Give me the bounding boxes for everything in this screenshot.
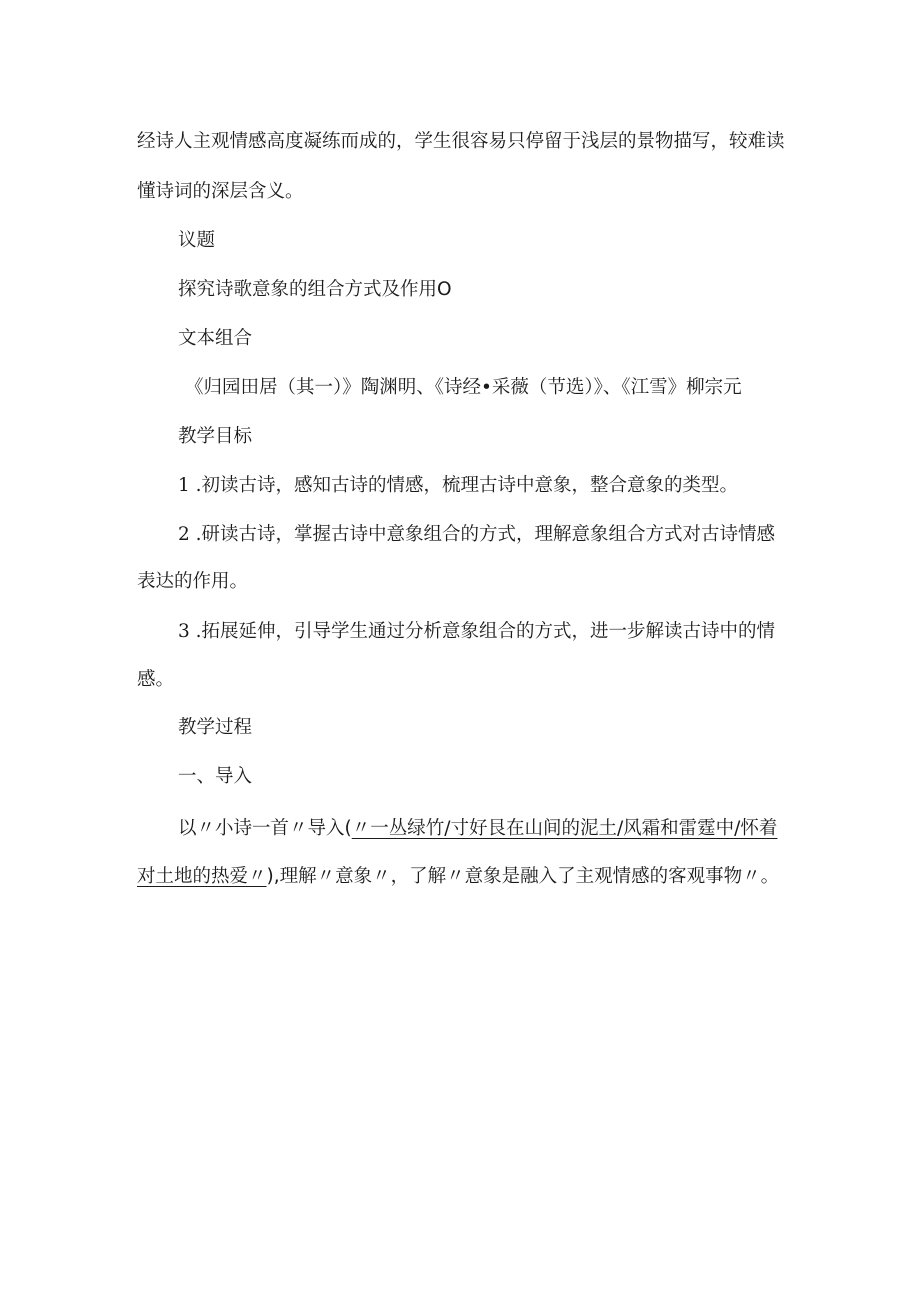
intro-text: ),理解〃意象〃，了解〃意象是融入了主观情感的客观事物〃。 [266,866,780,887]
paragraph-line: 懂诗词的深层含义。 [137,181,304,202]
goal-item-3-line1: 3 .拓展延伸，引导学生通过分析意象组合的方式，进一步解读古诗中的情 [178,621,776,642]
paragraph-line: 经诗人主观情感高度凝练而成的，学生很容易只停留于浅层的景物描写，较难读 [137,131,785,152]
texts-list: 《归园田居（其一）》陶渊明、《诗经•采薇（节选）》、《江雪》柳宗元 [185,377,742,398]
poem-quote: 〃一丛绿竹/寸好艮在山间的泥土/风霜和雷霆中/怀着 [351,818,778,839]
poem-quote-end: 对土地的热爱〃 [137,866,267,887]
goal-item-2-line1: 2 .研读古诗，掌握古诗中意象组合的方式，理解意象组合方式对古诗情感 [178,524,776,545]
topic-text: 探究诗歌意象的组合方式及作用O [178,279,452,300]
section-heading-topic: 议题 [178,230,216,251]
intro-paragraph-line1 [178,817,777,841]
goal-item-2-line2: 表达的作用。 [137,571,249,592]
subsection-heading-intro: 一、导入 [178,766,253,787]
intro-text: 以〃小诗一首〃导入( [178,818,352,839]
section-heading-goals: 教学目标 [178,426,253,447]
section-heading-process: 教学过程 [178,717,253,738]
goal-item-1: 1 .初读古诗，感知古诗的情感，梳理古诗中意象，整合意象的类型。 [178,475,739,496]
section-heading-texts: 文本组合 [178,328,253,349]
intro-paragraph-line2 [137,865,779,889]
goal-item-3-line2: 感。 [137,669,175,690]
